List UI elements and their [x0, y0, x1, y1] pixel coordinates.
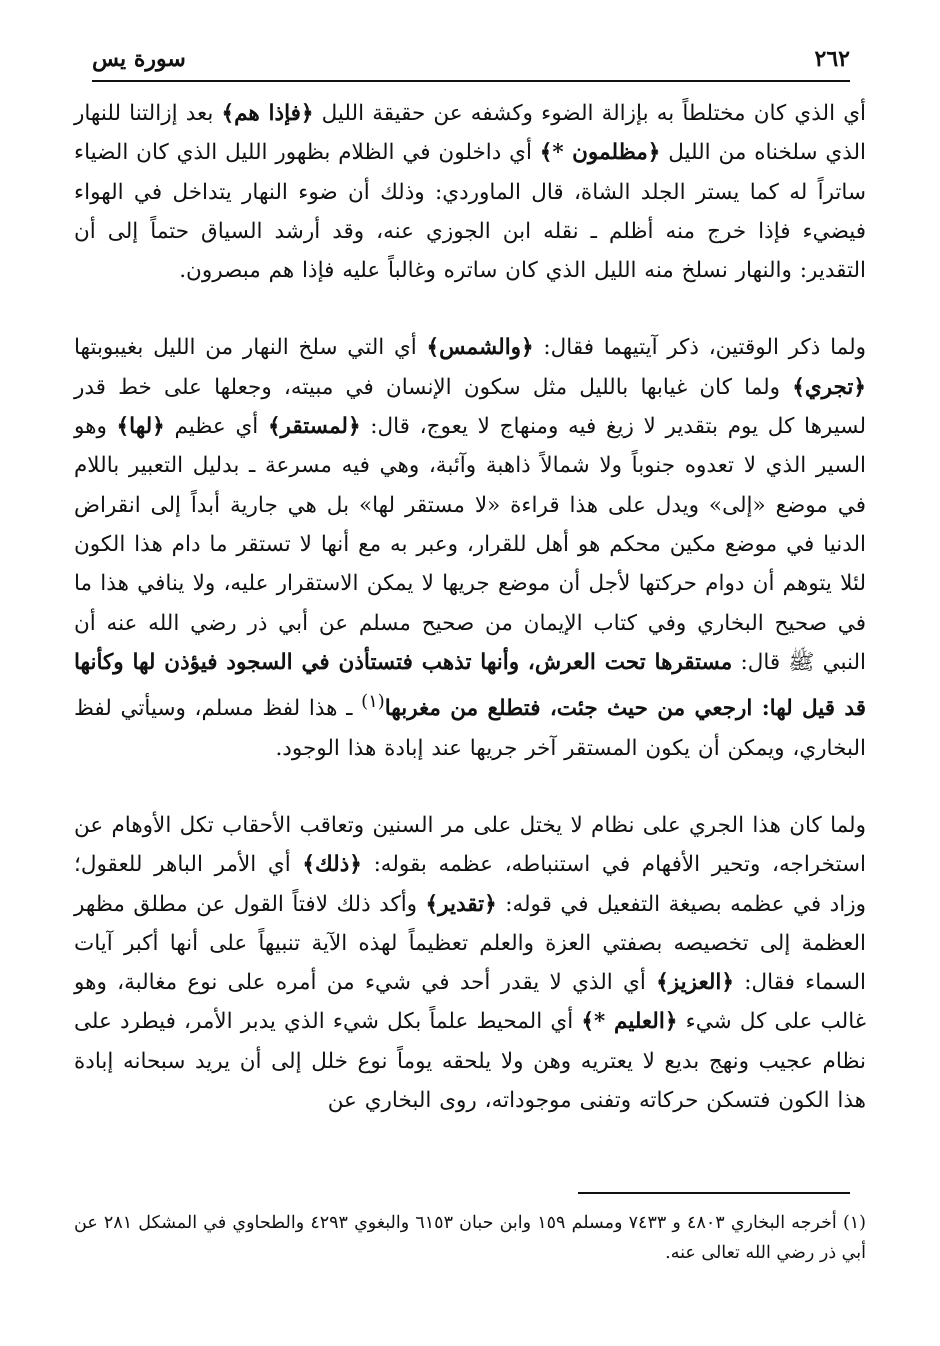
footnote-item: [74, 1208, 866, 1268]
footnote-reference[interactable]: (١): [361, 691, 385, 713]
body-text: [74, 94, 866, 1120]
text-segment: أي الأمر الباهر للعقول؛ وزاد في عظمه بصيغة التفعيل في قوله:: [74, 852, 866, 917]
quran-quote: ﴿مظلمون *﴾: [539, 140, 661, 166]
quran-quote: ﴿لها﴾: [116, 414, 165, 440]
footnote-divider: [578, 1192, 850, 1194]
paragraph-1: [74, 94, 866, 290]
quran-quote: ﴿ذلك﴾: [302, 852, 362, 878]
page-header: [92, 40, 850, 82]
text-segment: وهو السير الذي لا تعدوه جنوباً ولا شمالاً ذاهبة وآئبة، وهي فيه مسرعة ـ بدليل التعبير باللام في موضع «إلى» ويدل على هذا قراءة «لا مستقر لها» بل هي جارية أبداً إلى انقراض الدنيا في موضع مكين محكم هو أهل للقرار، وعبر به مع أنها لا تستقر ما دام هذا الكون لئلا يتوهم أن دوام حركتها لأجل أن موضع جريها لا يمكن الاستقرار عليه، ولا ينافي هذا ما في صحيح البخاري وفي كتاب الإيمان من صحيح مسلم عن أبي ذر رضي الله عنه أن النبي ﷺ قال:: [74, 414, 866, 675]
quran-quote: ﴿تقدير﴾: [425, 891, 497, 917]
paragraph-3: [74, 806, 866, 1120]
quran-quote: ﴿لمستقر﴾: [267, 414, 361, 440]
footnote-text: أخرجه البخاري ٤٨٠٣ و ٧٤٣٣ ومسلم ١٥٩ وابن حبان ٦١٥٣ والبغوي ٤٢٩٣ والطحاوي في المشكل ٢٨١ عن أبي ذر رضي الله تعالى عنه.: [74, 1213, 866, 1263]
footnote-mark: (١): [842, 1213, 866, 1233]
surah-title: سورة يس: [92, 46, 186, 72]
text-segment: أي الذي لا يقدر أحد في شيء من أمره على نوع مغالبة، وهو غالب على كل شيء: [74, 970, 867, 1035]
footnotes: [74, 1208, 866, 1268]
text-segment: أي المحيط علماً بكل شيء الذي يدبر الأمر، فيطرد على نظام عجيب ونهج بديع لا يعتريه وهن ولا يلحقه يوماً نوع خلل إلى أن يريد سبحانه إبادة هذا الكون فتسكن حركاته وتفنى موجوداته، روى البخاري عن: [74, 1009, 866, 1113]
quran-quote: ﴿تجري﴾: [792, 374, 866, 400]
text-segment: ولما كان غيابها بالليل مثل سكون الإنسان في مبيته، وجعلها على خط قدر لسيرها كل يوم بتقدير لا زيغ فيه ومنهاج لا يعوج، قال:: [74, 374, 866, 440]
quran-quote: ﴿فإذا هم﴾: [221, 101, 314, 126]
quran-quote: ﴿العليم *﴾: [581, 1009, 678, 1035]
text-segment: أي عظيم: [164, 414, 268, 440]
text-segment: ولما كان هذا الجري على نظام لا يختل على مر السنين وتعاقب الأحقاب تكل الأوهام عن استخراجه، وتحير الأفهام في استنباطه، عظمه بقوله:: [74, 812, 867, 878]
text-segment: ولما ذكر الوقتين، ذكر آيتيهما فقال:: [533, 335, 866, 361]
text-segment: بعد إزالتنا للنهار الذي سلخناه من الليل: [74, 101, 866, 166]
text-segment: أي داخلون في الظلام بظهور الليل الذي كان الضياء ساتراً له كما يستر الجلد الشاة، قال الماوردي: وذلك أن ضوء النهار يتداخل في الهواء فيضيء فإذا خرج منه أظلم ـ نقله ابن الجوزي عنه، وقد أرشد السياق حتماً إلى أن التقدير: والنهار نسلخ منه الليل الذي كان ساتره وغالباً عليه فإذا هم مبصرون.: [74, 140, 866, 284]
quran-quote: ﴿والشمس﴾: [426, 335, 534, 361]
hadith-quote: مستقرها تحت العرش، وأنها تذهب فتستأذن في السجود فيؤذن لها وكأنها قد قيل لها: ارجعي من حيث جئت، فتطلع من مغربها: [74, 649, 866, 722]
page-number: ٢٦٢: [814, 46, 850, 72]
quran-quote: ﴿العزيز﴾: [656, 970, 734, 996]
paragraph-2: [74, 328, 866, 767]
text-segment: أي التي سلخ النهار من الليل بغيبوبتها: [74, 335, 427, 361]
text-segment: وأكد ذلك لافتاً القول عن مطلق مظهر العظمة إلى تخصيصه بصفتي العزة والعلم تعظيماً لهذه الآية تنبيهاً على أنها أكبر آيات السماء فقال:: [74, 891, 866, 996]
text-segment: أي الذي كان مختلطاً به بإزالة الضوء وكشفه عن حقيقة الليل: [313, 101, 867, 126]
text-segment: ـ هذا لفظ مسلم، وسيأتي لفظ البخاري، ويمكن أن يكون المستقر آخر جريها عند إبادة هذا الوجود.: [74, 696, 866, 761]
